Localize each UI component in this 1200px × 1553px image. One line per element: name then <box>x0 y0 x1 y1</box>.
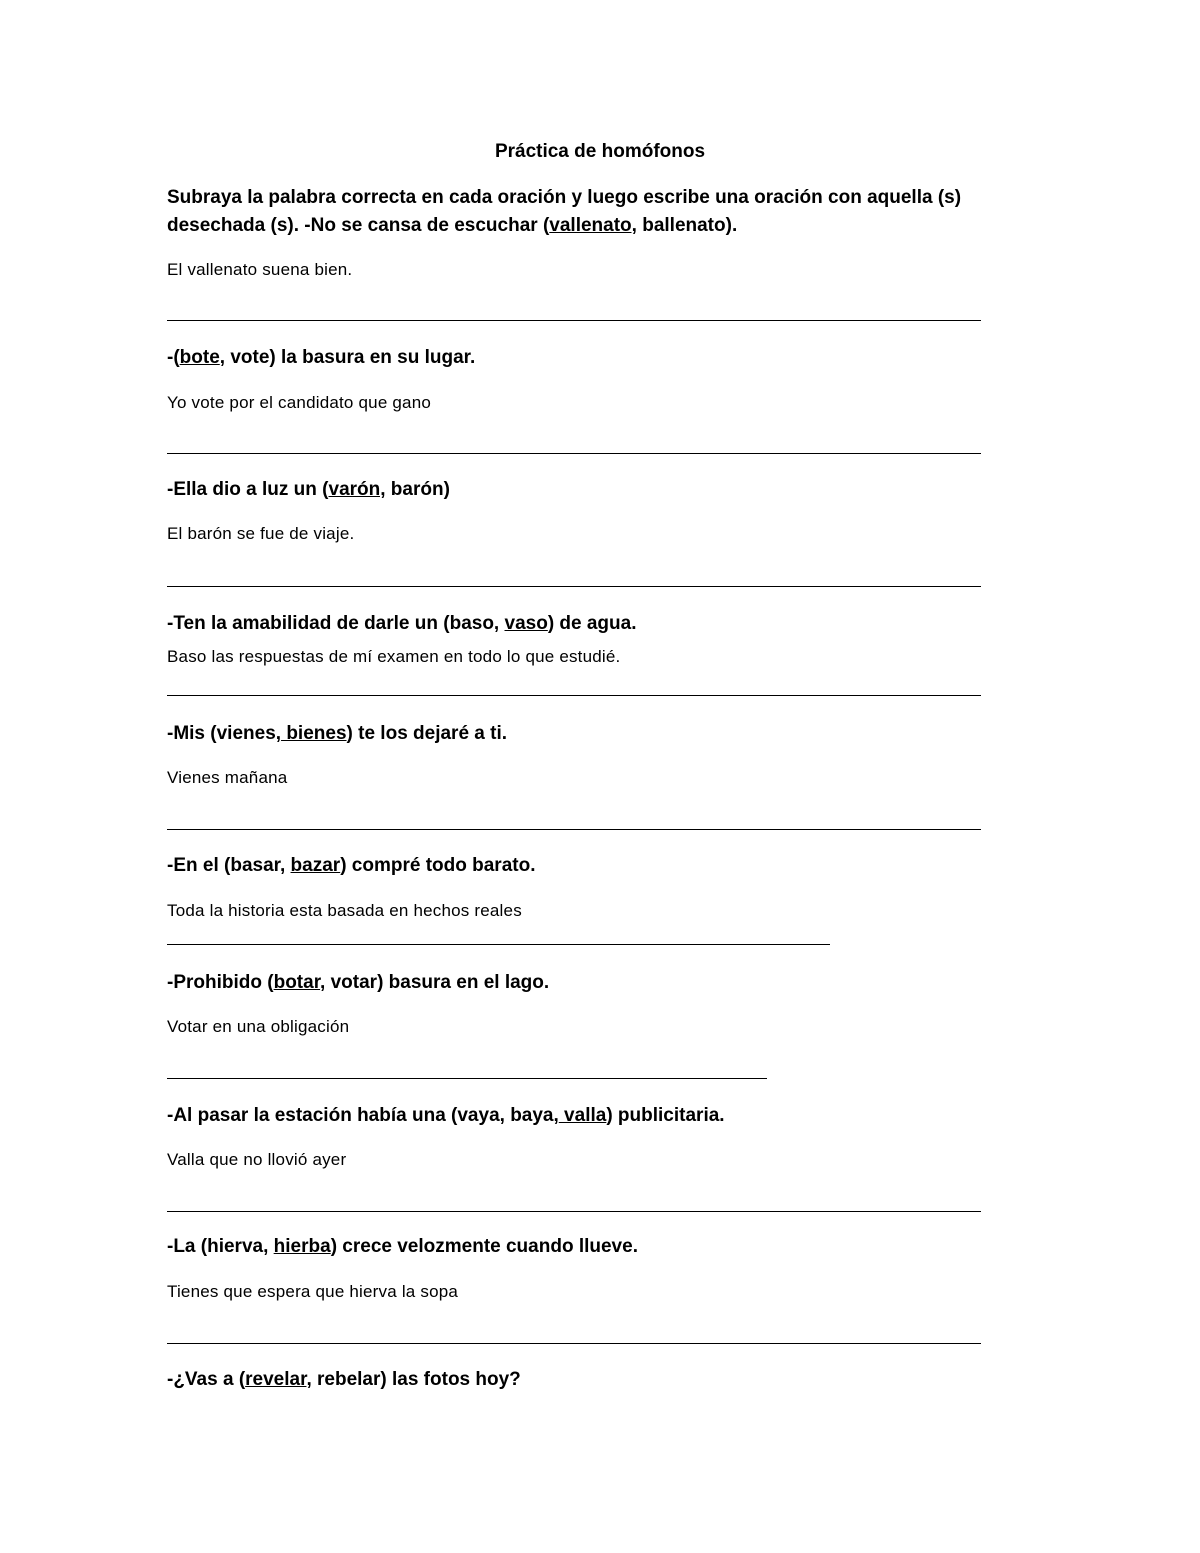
answer-line-4 <box>167 695 981 696</box>
answer-2: Yo vote por el candidato que gano <box>167 393 432 412</box>
question-10-post: , rebelar) las fotos hoy? <box>306 1369 521 1390</box>
question-3-post: barón) <box>385 479 450 500</box>
question-4-pre: -Ten la amabilidad de darle un (baso, <box>167 613 505 634</box>
question-2-pre: -( <box>167 347 180 368</box>
question-9 <box>167 1234 638 1260</box>
question-8-underlined: valla <box>558 1105 607 1126</box>
answer-6: Toda la historia esta basada en hechos reales <box>167 901 522 920</box>
question-7 <box>167 970 549 996</box>
question-2-underlined: bote <box>179 347 220 368</box>
question-9-underlined: hierba <box>273 1236 331 1257</box>
question-10 <box>167 1367 521 1393</box>
answer-line-9 <box>167 1343 981 1344</box>
answer-line-3 <box>167 586 981 587</box>
answer-line-5 <box>167 829 981 830</box>
question-3-pre: -Ella dio a luz un ( <box>167 479 329 500</box>
answer-3: El barón se fue de viaje. <box>167 524 355 543</box>
answer-line-1 <box>167 320 981 321</box>
answer-line-7 <box>167 1078 767 1079</box>
question-7-pre: -Prohibido ( <box>167 972 274 993</box>
answer-7: Votar en una obligación <box>167 1017 350 1036</box>
question-10-pre: -¿Vas a ( <box>167 1369 246 1390</box>
answer-1: El vallenato suena bien. <box>167 260 353 279</box>
answer-8: Valla que no llovió ayer <box>167 1150 347 1169</box>
answer-line-6 <box>167 944 830 945</box>
question-8 <box>167 1103 725 1129</box>
instructions-text: Subraya la palabra correcta en cada oración y luego escribe una oración con aquella (s) desechada (s). -No se cansa de escuchar <box>167 187 962 236</box>
question-2 <box>167 345 475 371</box>
question-5 <box>167 721 507 747</box>
question-7-post: , votar) basura en el lago. <box>320 972 550 993</box>
question-9-pre: -La (hierva, <box>167 1236 274 1257</box>
question-2-post: , vote) la basura en su lugar. <box>219 347 476 368</box>
question-4 <box>167 611 637 637</box>
question-6-post: ) compré todo barato. <box>340 855 536 876</box>
question-3 <box>167 477 450 503</box>
question-6-pre: -En el (basar, <box>167 855 291 876</box>
page-title: Práctica de homófonos <box>494 141 706 162</box>
question-5-pre: -Mis (vienes, <box>167 723 282 744</box>
question-10-underlined: revelar <box>245 1369 307 1390</box>
answer-9: Tienes que espera que hierva la sopa <box>167 1282 459 1301</box>
instructions-open: ( <box>542 215 550 236</box>
question-9-post: ) crece velozmente cuando llueve. <box>330 1236 638 1257</box>
question-4-post: ) de agua. <box>547 613 637 634</box>
question-5-underlined: bienes <box>281 723 347 744</box>
answer-5: Vienes mañana <box>167 768 288 787</box>
question-4-underlined: vaso <box>504 613 548 634</box>
question-6 <box>167 853 535 879</box>
question-3-underlined: varón, <box>328 479 386 500</box>
answer-line-2 <box>167 453 981 454</box>
instructions-underlined-word: vallenato, <box>549 215 637 236</box>
question-8-pre: -Al pasar la estación había una (vaya, baya, <box>167 1105 559 1126</box>
question-8-post: ) publicitaria. <box>606 1105 725 1126</box>
question-6-underlined: bazar <box>290 855 341 876</box>
answer-line-8 <box>167 1211 981 1212</box>
question-5-post: ) te los dejaré a ti. <box>346 723 508 744</box>
instructions <box>167 184 987 240</box>
question-7-underlined: botar <box>273 972 321 993</box>
instructions-rest: ballenato). <box>636 215 738 236</box>
answer-4: Baso las respuestas de mí examen en todo lo que estudié. <box>167 647 621 666</box>
